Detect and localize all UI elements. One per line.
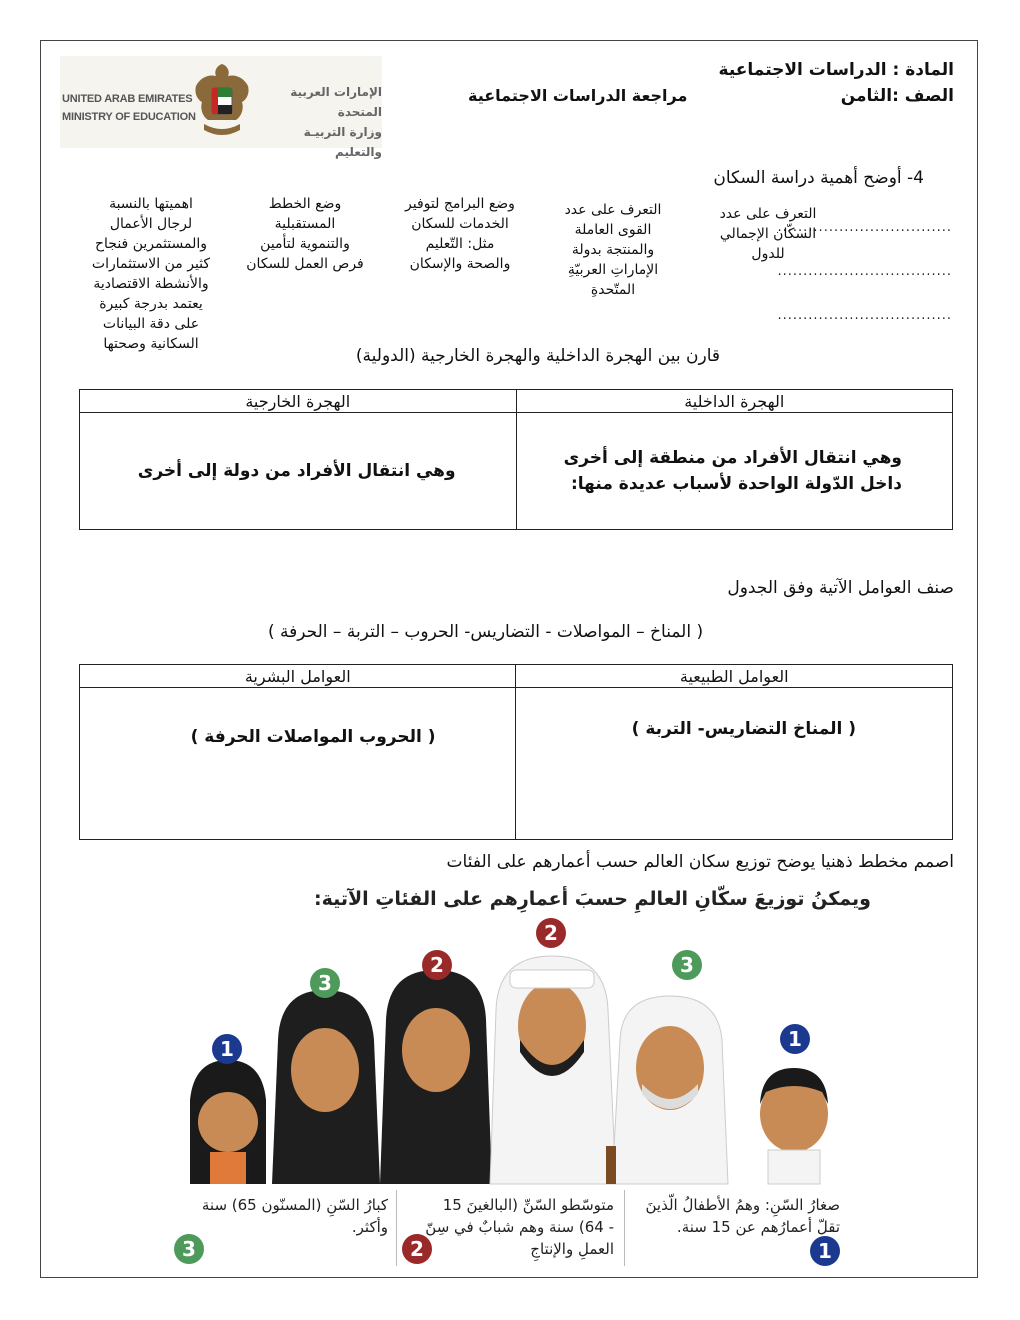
option-line: والأنشطة الاقتصادية [93,276,209,292]
caption-badge-middle: 2 [402,1234,432,1264]
option-line: وضع الخطط [268,196,342,212]
option-line: السكّان الإجمالي [719,226,817,242]
factors-list: ( المناخ – المواصلات - التضاريس- الحروب – التربة – الحرفة ) [268,622,704,642]
caption-line: كبارُ السّنِ (المسنّون 65) سنة [201,1196,388,1214]
natural-factors-header: العوامل الطبيعية [516,665,953,688]
option-line: مثل: التّعليم [425,236,495,252]
ministry-name-en [62,90,196,126]
external-migration-text: وهي انتقال الأفراد من دولة إلى أخرى [137,461,456,481]
badge-adult-woman: 2 [422,950,452,980]
badge-child-boy: 1 [780,1024,810,1054]
internal-migration-cell[interactable] [516,413,952,530]
option-line: والصحة والإسكان [409,256,511,272]
question-4-prompt: 4- أوضح أهمية دراسة السكان [713,168,924,188]
caption-line: صغارُ السّنِ: وهمُ الأطفالُ الّذينَ [645,1196,840,1214]
option-line: الإماراتِ العربيّةِ [567,262,659,278]
eagle-emblem-icon [190,60,254,146]
option-line: التعرف على عدد [719,206,817,222]
badge-child-girl: 1 [212,1034,242,1064]
ministry-ar-line1: الإمارات العربية المتحدة [290,85,382,119]
caption-line: العملِ والإنتاجِ [530,1240,614,1258]
caption-badge-young: 1 [810,1236,840,1266]
badge-elderly-woman: 3 [310,968,340,998]
option-future-plans [236,194,374,274]
caption-badge-elderly: 3 [174,1234,204,1264]
option-line: والتنموية لتأمين [260,236,350,252]
caption-young [634,1194,840,1238]
internal-migration-line1: وهي انتقال الأفراد من منطقة إلى أخرى [563,448,902,468]
answer-line-2[interactable]: .................................. [777,264,952,279]
badge-adult-man: 2 [536,918,566,948]
internal-migration-line2: داخل الدّولة الواحدة لأسباب عديدة منها: [571,474,902,494]
mindmap-prompt: اصمم مخطط ذهنيا يوضح توزيع سكان العالم حسب أعمارهم على الفئات [446,852,954,872]
elderly-man-figure [606,996,728,1184]
option-business [82,194,220,352]
child-boy-figure [760,1068,828,1184]
adult-man-figure [490,956,616,1184]
external-migration-cell[interactable] [80,413,517,530]
option-line: على دقة البيانات [102,316,200,332]
internal-migration-header: الهجرة الداخلية [516,390,952,413]
migration-prompt: قارن بين الهجرة الداخلية والهجرة الخارجية (الدولية) [355,346,720,366]
family-illustration [180,900,840,1184]
caption-separator [624,1190,625,1266]
option-line: فرص العمل للسكان [246,256,364,272]
option-line: الخدمات للسكان [411,216,509,232]
human-factors-answer: ( الحروب المواصلات الحرفة ) [190,727,436,747]
option-line: المتّحدةِ [590,282,636,298]
factors-table [79,664,953,840]
caption-line: تقلّ أعمارُهم عن 15 سنة. [676,1218,840,1236]
caption-line: وأكثر. [351,1218,388,1236]
ministry-ar-line2: وزارة التربيـة والتعليم [303,125,382,159]
option-line: والمستثمرين فنجاح [94,236,208,252]
natural-factors-answer: ( المناخ التضاريس- التربة ) [631,719,856,739]
caption-separator [396,1190,397,1266]
option-line: والمنتجة بدولة [571,242,655,258]
option-line: المستقبلية [274,216,336,232]
caption-elderly [172,1194,388,1238]
caption-line: متوسّطو السّنِّ (البالغينَ 15 [442,1196,614,1214]
adult-woman-figure [380,970,492,1184]
answer-line-1[interactable]: .................................. [777,220,952,235]
option-line: القوى العاملة [574,222,652,238]
option-line: يعتمد بدرجة كبيرة [99,296,203,312]
answer-line-3[interactable]: .................................. [777,308,952,323]
option-line: لرجال الأعمال [109,216,193,232]
option-line: وضع البرامج لتوفير [405,196,515,212]
option-services [392,194,528,274]
ministry-name-ar [260,82,382,162]
option-workforce [548,200,678,300]
worksheet-title: مراجعة الدراسات الاجتماعية [468,86,688,105]
badge-elderly-man: 3 [672,950,702,980]
natural-factors-cell[interactable] [516,688,953,840]
figure-title: ويمكنُ توزيعَ سكّانِ العالمِ حسبَ أعمارِهم على الفئاتِ الآتية: [314,888,871,910]
option-line: كثير من الاستثمارات [91,256,211,272]
option-line: التعرف على عدد [564,202,662,218]
classify-prompt: صنف العوامل الآتية وفق الجدول [727,578,954,598]
grade-label: الصف :الثامن [840,86,954,106]
option-line: للدول [751,246,785,262]
option-line: السكانية وصحتها [103,336,199,352]
option-line: اهميتها بالنسبة [109,196,193,212]
human-factors-cell[interactable] [80,688,516,840]
caption-middle [402,1194,614,1260]
option-total-population [706,204,830,264]
elderly-woman-figure [272,990,380,1184]
caption-line: - 64) سنة وهم شبابٌ في سِنّ [425,1218,614,1236]
human-factors-header: العوامل البشرية [80,665,516,688]
child-girl-figure [190,1060,266,1184]
migration-table [79,389,953,530]
external-migration-header: الهجرة الخارجية [80,390,517,413]
ministry-en-line1: UNITED ARAB EMIRATES [62,93,193,105]
subject-label: المادة : الدراسات الاجتماعية [718,60,954,80]
ministry-en-line2: MINISTRY OF EDUCATION [62,111,196,123]
